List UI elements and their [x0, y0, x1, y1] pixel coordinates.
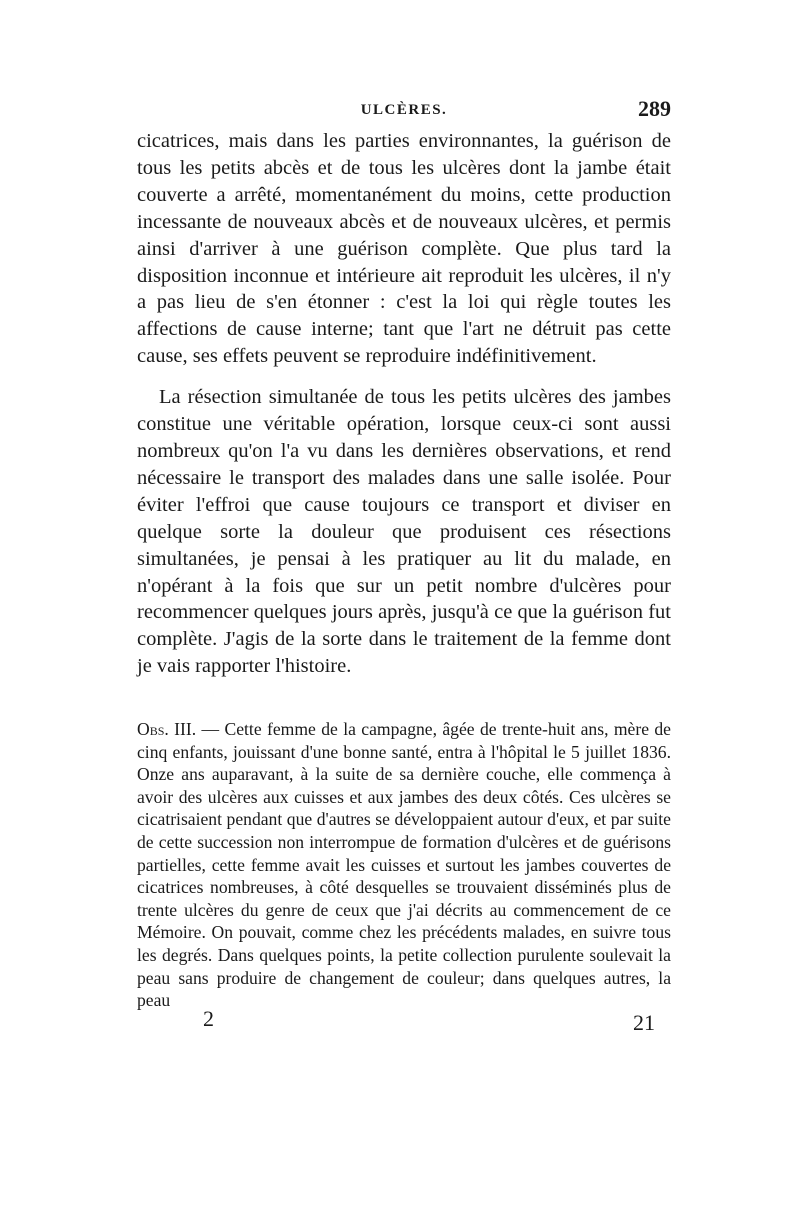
paragraph: La résection simultanée de tous les petits ulcères des jambes constitue une véritable opération, lorsque ceux-ci sont aussi nombreux qu'on l'a vu dans les dernières observations, et rend nécessaire le transport des malades dans une salle isolée. Pour éviter l'effroi que cause toujours ce transport et diviser en quelque sorte la douleur que produisent ces résections simultanées, je pensai à les pratiquer au lit du malade, en n'opérant à la fois que sur un petit nombre d'ulcères pour recommencer quelques jours après, jusqu'à ce que la guérison fut complète. J'agis de la sorte dans le traitement de la femme dont je vais rapporter l'histoire. — [137, 386, 671, 678]
running-title: ULCÈRES. — [360, 102, 448, 118]
page-footer — [137, 1006, 671, 1040]
sheet-number: 21 — [633, 1010, 655, 1035]
observation-block — [137, 718, 671, 1012]
observation-label: Obs. III. — — [137, 719, 220, 739]
signature-mark: 2 — [203, 1006, 214, 1031]
running-head — [137, 96, 671, 126]
observation-text: Cette femme de la campagne, âgée de trente-huit ans, mère de cinq enfants, jouissant d'une bonne santé, entra à l'hôpital le 5 juillet 1836. Onze ans auparavant, à la suite de sa dernière couche, elle commença à avoir des ulcères aux cuisses et aux jambes des deux côtés. Ces ulcères se cicatrisaient pendant que d'autres se développaient autour d'eux, et par suite de cette succession non interrompue de formation d'ulcères et de guérisons partielles, cette femme avait les cuisses et surtout les jambes couvertes de cicatrices nombreuses, à côté desquelles se trouvaient disséminés plus de trente ulcères du genre de ceux que j'ai décrits au commencement de ce Mémoire. On pouvait, comme chez les précédents malades, en suivre tous les degrés. Dans quelques points, la petite collection purulente soulevait la peau sans produire de changement de couleur; dans quelques autres, la peau — [137, 719, 671, 1011]
page-number: 289 — [638, 96, 671, 121]
observation-paragraph — [137, 718, 671, 1012]
main-text — [137, 128, 671, 680]
paragraph: cicatrices, mais dans les parties environnantes, la guérison de tous les petits abcès et de tous les ulcères dont la jambe était couverte a arrêté, momentanément du moins, cette production incessante de nouveaux abcès et de nouveaux ulcères, et permis ainsi d'arriver à une guérison complète. Que plus tard la disposition inconnue et intérieure ait reproduit les ulcères, il n'y a pas lieu de s'en étonner : c'est la loi qui règle toutes les affections de cause interne; tant que l'art ne détruit pas cette cause, ses effets peuvent se reproduire indéfinitivement. — [137, 130, 671, 368]
